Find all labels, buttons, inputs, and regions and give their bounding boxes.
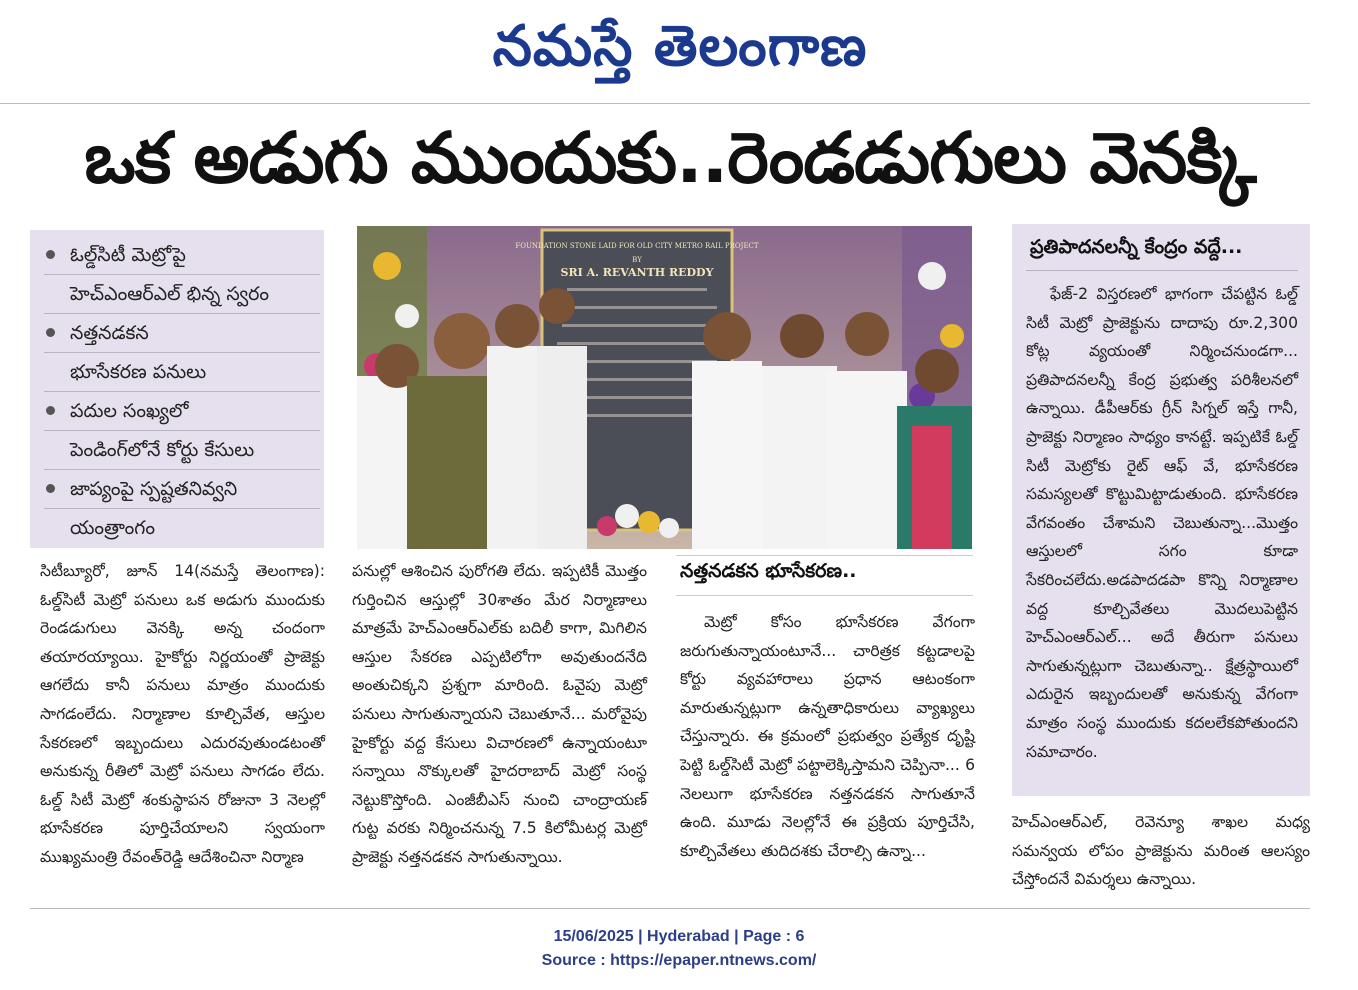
sidebar-subhead: ప్రతిపాదనలన్నీ కేంద్రం వద్దే...: [1030, 236, 1243, 258]
newspaper-title: నమస్తే తెలంగాణ: [492, 13, 868, 79]
bullet-icon: [46, 328, 55, 337]
sidebar-divider: [1026, 270, 1298, 271]
article-paragraph: సిటీబ్యూరో, జూన్‌ 14(నమస్తే తెలంగాణ): ఓల్డ్‌సిటీ మెట్రో పనులు ఒక అడుగు ముందుకు రెండడుగులు వెనక్కి అన్న చందంగా తయారయ్యాయి. హైకోర్టు నిర్ణయంతో ప్రాజెక్టు ఆగలేదు కానీ పనులు మాత్రం ముందుకు సాగడంలేదు. నిర్మాణాల కూల్చివేత, ఆస్తుల సేకరణలో ఇబ్బందులు ఎదురవుతుండటంతో అనుకున్న రీతిలో మెట్రో పనులు సాగడం లేదు. ఓల్డ్‌ సిటీ మెట్రో శంకుస్థాపన రోజునా 3 నెలల్లో భూసేకరణ పూర్తిచేయాలని స్వయంగా ముఖ్యమంత్రి రేవంత్‌రెడ్డి ఆదేశించినా నిర్మాణ: [40, 562, 325, 866]
highlight-item: [44, 392, 320, 470]
article-paragraph: మెట్రో కోసం భూసేకరణ వేగంగా జరుగుతున్నాయంటూనే... చారిత్రక కట్టడాలపై కోర్టు వ్యవహారాలు ప్రధాన ఆటంకంగా మారుతున్నట్లుగా ఉన్నతాధికారులు వ్యాఖ్యలు చేస్తున్నారు. ఈ క్రమంలో ప్రభుత్వం ప్రత్యేక దృష్టి పెట్టి ఓల్డ్‌సిటీ మెట్రో పట్టాలెక్కిస్తామని చెప్పినా... 6 నెలలుగా భూసేకరణ నత్తనడకన సాగుతూనే ఉంది. మూడు నెలల్లోనే ఈ ప్రక్రియ పూర్తిచేసి, కూల్చివేతలు తుదిదశకు చేరాల్సి ఉన్నా...: [680, 613, 975, 860]
highlight-line: నత్తనడకన: [44, 314, 320, 353]
sidebar-paragraph: ఫేజ్‌-2 విస్తరణలో భాగంగా చేపట్టిన ఓల్డ్‌ సిటీ మెట్రో ప్రాజెక్టును దాదాపు రూ.2,300 కోట్ల వ్యయంతో నిర్మించనుండగా... ప్రతిపాదనలన్నీ కేంద్ర ప్రభుత్వ పరిశీలనలో ఉన్నాయి. డీపీఆర్‌కు గ్రీన్‌ సిగ్నల్‌ ఇస్తే గానీ, ప్రాజెక్టు నిర్మాణం సాధ్యం కానట్టే. ఇప్పటికే ఓల్డ్‌ సిటీ మెట్రోకు రైట్‌ ఆఫ్‌ వే, భూసేకరణ సమస్యలతో కొట్టుమిట్టాడుతుంది. భూసేకరణ వేగవంతం చేశామని చెబుతున్నా...మొత్తం ఆస్తులలో సగం కూడా సేకరించలేదు.అడపాదడపా కొన్ని నిర్మాణాల వద్ద కూల్చివేతలు మొదలుపెట్టిన హెచ్‌ఎంఆర్‌ఎల్‌... అదే తీరుగా పనులు సాగుతున్నట్లుగా చెబుతున్నా.. క్షేత్రస్థాయిలో ఎదురైన ఇబ్బందులతో అనుకున్న వేగంగా మాత్రం సంస్థ ముందుకు కదలలేకపోతుందని సమాచారం.: [1026, 285, 1298, 761]
highlight-line: పదుల సంఖ్యలో: [44, 392, 320, 431]
subhead-divider-bottom: [676, 595, 973, 596]
highlight-line: భూసేకరణ పనులు: [44, 353, 320, 392]
highlight-line: పెండింగ్‌లోనే కోర్టు కేసులు: [44, 431, 320, 470]
highlight-item: [44, 470, 320, 547]
masthead-divider: [0, 103, 1310, 104]
sidebar-text: [1026, 280, 1298, 766]
article-column-2: [352, 557, 647, 893]
foundation-stone-photo: [357, 226, 972, 549]
subhead-divider-top: [676, 555, 973, 556]
article-column-1: [40, 557, 325, 893]
news-photo: [357, 226, 972, 549]
plaque-name: SRI A. REVANTH REDDY: [560, 266, 714, 279]
sidebar-tail-paragraph: హెచ్‌ఎంఆర్‌ఎల్‌, రెవెన్యూ శాఖల మధ్య సమన్వయ లోపం ప్రాజెక్టును మరింత ఆలస్యం చేస్తోందనే విమర్శలు ఉన్నాయి.: [1012, 813, 1310, 889]
highlight-line: హెచ్‌ఎంఆర్‌ఎల్‌ భిన్న స్వరం: [44, 275, 320, 314]
masthead: [0, 0, 1358, 98]
column-subhead: నత్తనడకన భూసేకరణ..: [680, 560, 857, 582]
plaque-title: FOUNDATION STONE LAID FOR OLD CITY METRO RAIL PROJECT: [515, 242, 759, 250]
highlight-item: [44, 236, 320, 314]
highlight-item: [44, 314, 320, 392]
article-column-3: [680, 608, 975, 893]
plaque-by: BY: [632, 256, 642, 264]
sidebar-box: [1012, 224, 1310, 796]
highlight-line: ఓల్డ్‌సిటీ మెట్రోపై: [44, 236, 320, 275]
highlights-box: [30, 230, 324, 548]
footer-source-line[interactable]: Source : https://epaper.ntnews.com/: [541, 952, 817, 969]
bullet-icon: [46, 250, 55, 259]
sidebar-tail: [1012, 808, 1310, 892]
bullet-icon: [46, 484, 55, 493]
footer-date-line: 15/06/2025 | Hyderabad | Page : 6: [553, 928, 805, 945]
article-paragraph: పనుల్లో ఆశించిన పురోగతి లేదు. ఇప్పటికీ మొత్తం గుర్తించిన ఆస్తుల్లో 30శాతం మేర నిర్మాణాలు మాత్రమే హెచ్‌ఎంఆర్‌ఎల్‌కు బదిలీ కాగా, మిగిలిన ఆస్తుల సేకరణ ఎప్పటిలోగా అవుతుందనేది అంతుచిక్కని ప్రశ్నగా మారింది. ఓవైపు మెట్రో పనులు సాగుతున్నాయని చెబుతూనే... మరోవైపు హైకోర్టు వద్ద కేసులు విచారణలో ఉన్నాయంటూ సన్నాయి నొక్కులతో హైదరాబాద్‌ మెట్రో సంస్థ నెట్టుకొస్తోంది. ఎంజీబీఎస్‌ నుంచి చాంద్రాయణ్‌ గుట్ట వరకు నిర్మించనున్న 7.5 కిలోమీటర్ల మెట్రో ప్రాజెక్టు నత్తనడకన సాగుతున్నాయి.: [352, 562, 647, 866]
footer-divider: [30, 908, 1310, 909]
bullet-icon: [46, 406, 55, 415]
highlight-line: యంత్రాంగం: [70, 517, 155, 539]
article-headline: ఒక అడుగు ముందుకు..రెండడుగులు వెనక్కి: [84, 117, 1256, 199]
highlight-line: జాప్యంపై స్పష్టతనివ్వని: [44, 470, 320, 509]
